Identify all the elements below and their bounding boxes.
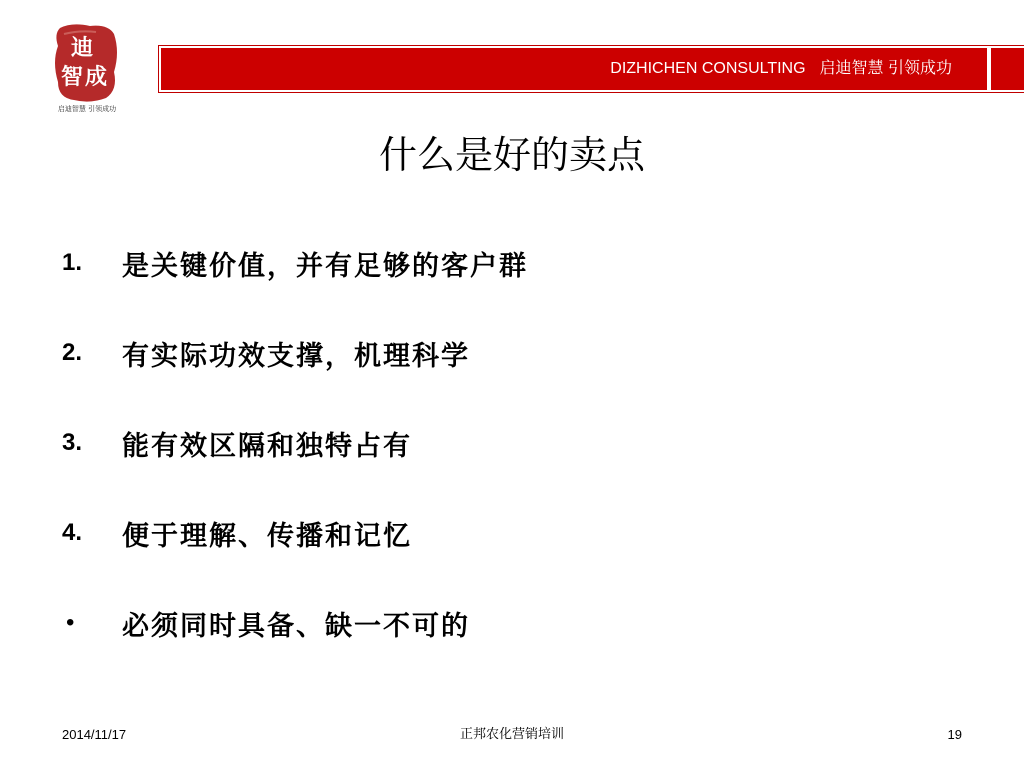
list-item xyxy=(62,510,962,556)
list-item xyxy=(62,330,962,376)
list-item-text: 能有效区隔和独特占有 xyxy=(122,430,412,462)
list-item-text: 必须同时具备、缺一不可的 xyxy=(122,610,470,642)
list-item-text: 有实际功效支撑，机理科学 xyxy=(122,340,470,372)
list-item xyxy=(62,420,962,466)
list-item-number: 1. xyxy=(62,249,83,276)
list-item-text: 便于理解、传播和记忆 xyxy=(122,520,412,552)
list-item-text: 是关键价值，并有足够的客户群 xyxy=(122,250,528,282)
company-logo xyxy=(50,22,124,114)
footer-date: 2014/11/17 xyxy=(62,727,127,742)
list-item xyxy=(62,600,962,646)
svg-text:启迪智慧 引领成功: 启迪智慧 引领成功 xyxy=(57,105,117,113)
svg-text:智: 智 xyxy=(60,64,84,90)
list-item-number: 4. xyxy=(62,519,83,546)
selling-points-list xyxy=(62,240,962,690)
list-item xyxy=(62,240,962,286)
list-item-number: 3. xyxy=(62,429,83,456)
svg-text:迪: 迪 xyxy=(70,35,94,61)
company-name: DIZHICHEN CONSULTING xyxy=(610,60,806,77)
header-band xyxy=(158,45,1024,93)
header-band-tab xyxy=(991,48,1024,90)
svg-text:成: 成 xyxy=(84,64,108,90)
footer-title: 正邦农化营销培训 xyxy=(459,727,564,742)
header-brand xyxy=(610,59,952,79)
slide-title: 什么是好的卖点 xyxy=(378,133,645,177)
seal-logo-icon xyxy=(50,22,124,114)
bullet-icon: • xyxy=(66,609,75,636)
list-item-number: 2. xyxy=(62,339,83,366)
page-number: 19 xyxy=(947,727,962,742)
company-slogan: 启迪智慧 引领成功 xyxy=(819,60,952,77)
